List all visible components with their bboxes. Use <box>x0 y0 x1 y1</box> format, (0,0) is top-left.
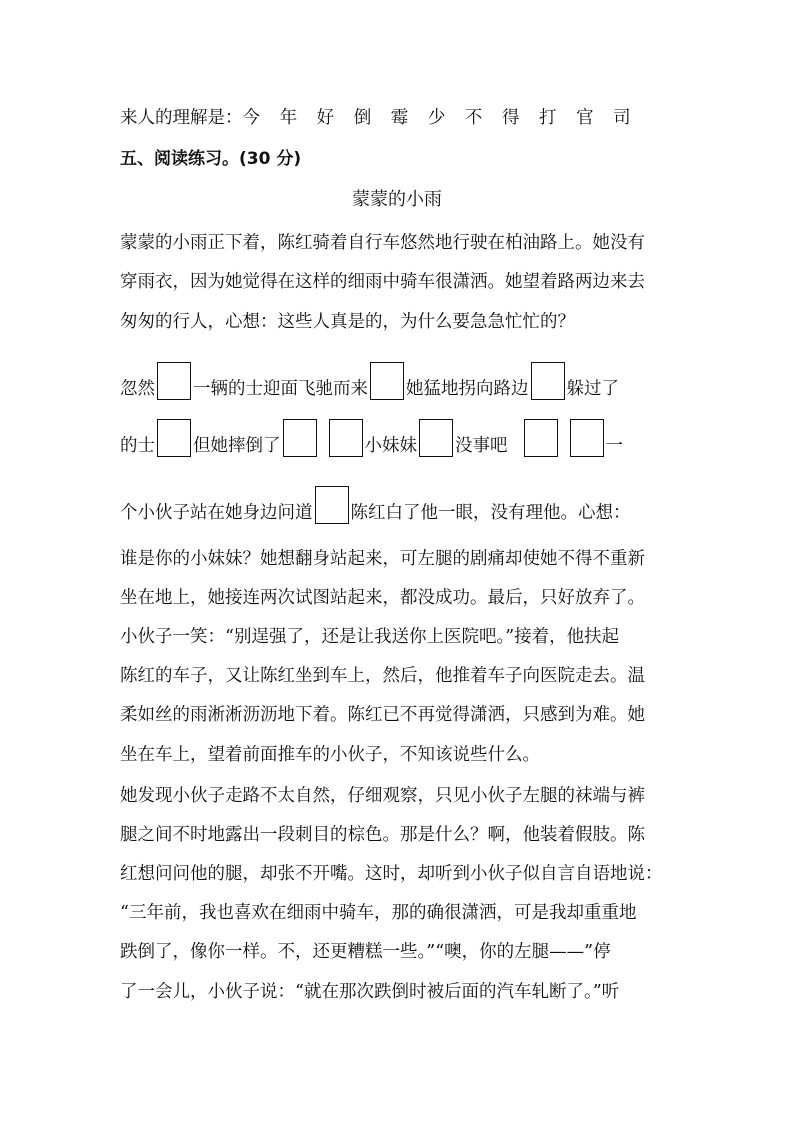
text-line: 柔如丝的雨淅淅沥沥地下着。陈红已不再觉得潇洒，只感到为难。她 <box>120 705 645 725</box>
answer-prefix: 来人的理解是： <box>120 108 243 128</box>
answer-box-4[interactable] <box>157 419 191 457</box>
text-line: 谁是你的小妹妹？她想翻身站起来，可左腿的剧痛却使她不得不重新 <box>120 549 645 569</box>
answer-box-2[interactable] <box>370 362 404 400</box>
gap-text: 的士 <box>120 436 155 456</box>
text-line: 蒙蒙的小雨正下着，陈红骑着自行车悠然地行驶在柏油路上。她没有 <box>120 233 645 253</box>
text-line: 匆匆的行人，心想：这些人真是的，为什么要急急忙忙的？ <box>120 312 575 332</box>
punctuation-gap-line-2 <box>120 413 680 457</box>
gap-text: 忽然 <box>120 379 155 399</box>
text-line: “三年前，我也喜欢在细雨中骑车，那的确很潇洒，可是我却重重地 <box>120 903 637 923</box>
gap-text: 一 <box>605 436 623 456</box>
answer-box-1[interactable] <box>157 362 191 400</box>
gap-text: 小妹妹 <box>364 436 417 456</box>
text-line: 红想问问他的腿，却张不开嘴。这时，却听到小伙子似自言自语地说： <box>120 864 663 884</box>
text-line: 穿雨衣，因为她觉得在这样的细雨中骑车很潇洒。她望着路两边来去 <box>120 272 645 292</box>
gap-text: 没事吧 <box>455 436 508 456</box>
text-line: 陈红的车子，又让陈红坐到车上，然后，他推着车子向医院走去。温 <box>120 666 645 686</box>
answer-box-10[interactable] <box>315 486 349 524</box>
answer-box-8[interactable] <box>524 419 558 457</box>
section-heading: 五、阅读练习。(30 分) <box>120 149 302 169</box>
answer-box-3[interactable] <box>531 362 565 400</box>
answer-text: 今 年 好 倒 霉 少 不 得 打 官 司 <box>242 108 638 128</box>
text-line: 了一会儿，小伙子说：“就在那次跌倒时被后面的汽车轧断了。”听 <box>120 982 620 1002</box>
punctuation-gap-line-1 <box>120 356 680 400</box>
answer-box-6[interactable] <box>329 419 363 457</box>
gap-text: 一辆的士迎面飞驰而来 <box>193 379 368 399</box>
gap-text: 但她摔倒了 <box>193 436 281 456</box>
text-line: 小伙子一笑：“别逞强了，还是让我送你上医院吧。”接着，他扶起 <box>120 627 620 647</box>
text-line: 她发现小伙子走路不太自然，仔细观察，只见小伙子左腿的袜端与裤 <box>120 786 645 806</box>
text-line: 坐在车上，望着前面推车的小伙子，不知该说些什么。 <box>120 745 540 765</box>
answer-line <box>120 106 638 130</box>
answer-box-7[interactable] <box>419 419 453 457</box>
answer-box-5[interactable] <box>283 419 317 457</box>
story-title: 蒙蒙的小雨 <box>352 189 442 210</box>
answer-box-9[interactable] <box>570 419 604 457</box>
gap-text: 陈红白了他一眼，没有理他。心想： <box>350 503 631 523</box>
punctuation-gap-line-3 <box>120 480 680 524</box>
gap-text: 躲过了 <box>566 379 619 399</box>
text-line: 腿之间不时地露出一段刺目的棕色。那是什么？啊，他装着假肢。陈 <box>120 825 645 845</box>
text-line: 坐在地上，她接连两次试图站起来，都没成功。最后，只好放弃了。 <box>120 588 645 608</box>
text-line: 跌倒了，像你一样。不，还更糟糕一些。”“噢，你的左腿——”停 <box>120 942 611 962</box>
gap-text: 个小伙子站在她身边问道 <box>120 503 313 523</box>
gap-text: 她猛地拐向路边 <box>406 379 529 399</box>
